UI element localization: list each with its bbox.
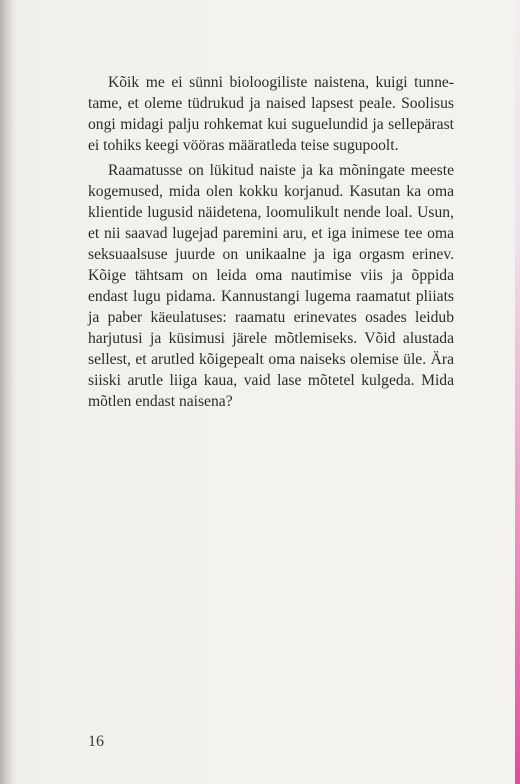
body-text bbox=[88, 72, 454, 412]
paragraph-2: Raamatusse on lükitud naiste ja ka mõningate meeste kogemused, mida olen kokku korjanud. Kasutan ka oma klientide lugusid näidetena, loomulikult nende loal. Usun, et nii saavad lugejad paremini aru, et iga inimese tee oma seksuaalsuse juurde on unikaalne ja iga orgasm erinev. Kõige tähtsam on leida oma nautimise viis ja õppida endast lugu pidama. Kannustangi lugema raamatut pliiats ja paber käeulatuses: raamatu erinevates osades leidub harjutusi ja küsimusi järele mõtlemiseks. Võid alustada sellest, et arutled kõigepealt oma naiseks olemise üle. Ära siiski arutle liiga kaua, vaid lase mõtetel kulgeda. Mida mõtlen endast naisena? bbox=[88, 162, 454, 410]
binding-shadow bbox=[0, 0, 14, 784]
page-edge-tint bbox=[515, 0, 520, 784]
page-number: 16 bbox=[88, 733, 104, 750]
paragraph-1: Kõik me ei sünni bioloogiliste naistena, kuigi tunnetame, et oleme tüdrukud ja naised lapsest peale. Soolisus ongi midagi palju rohkemat kui suguelundid ja sellepärast ei tohiks keegi vööras määratleda teise sugupoolt. bbox=[88, 74, 454, 154]
